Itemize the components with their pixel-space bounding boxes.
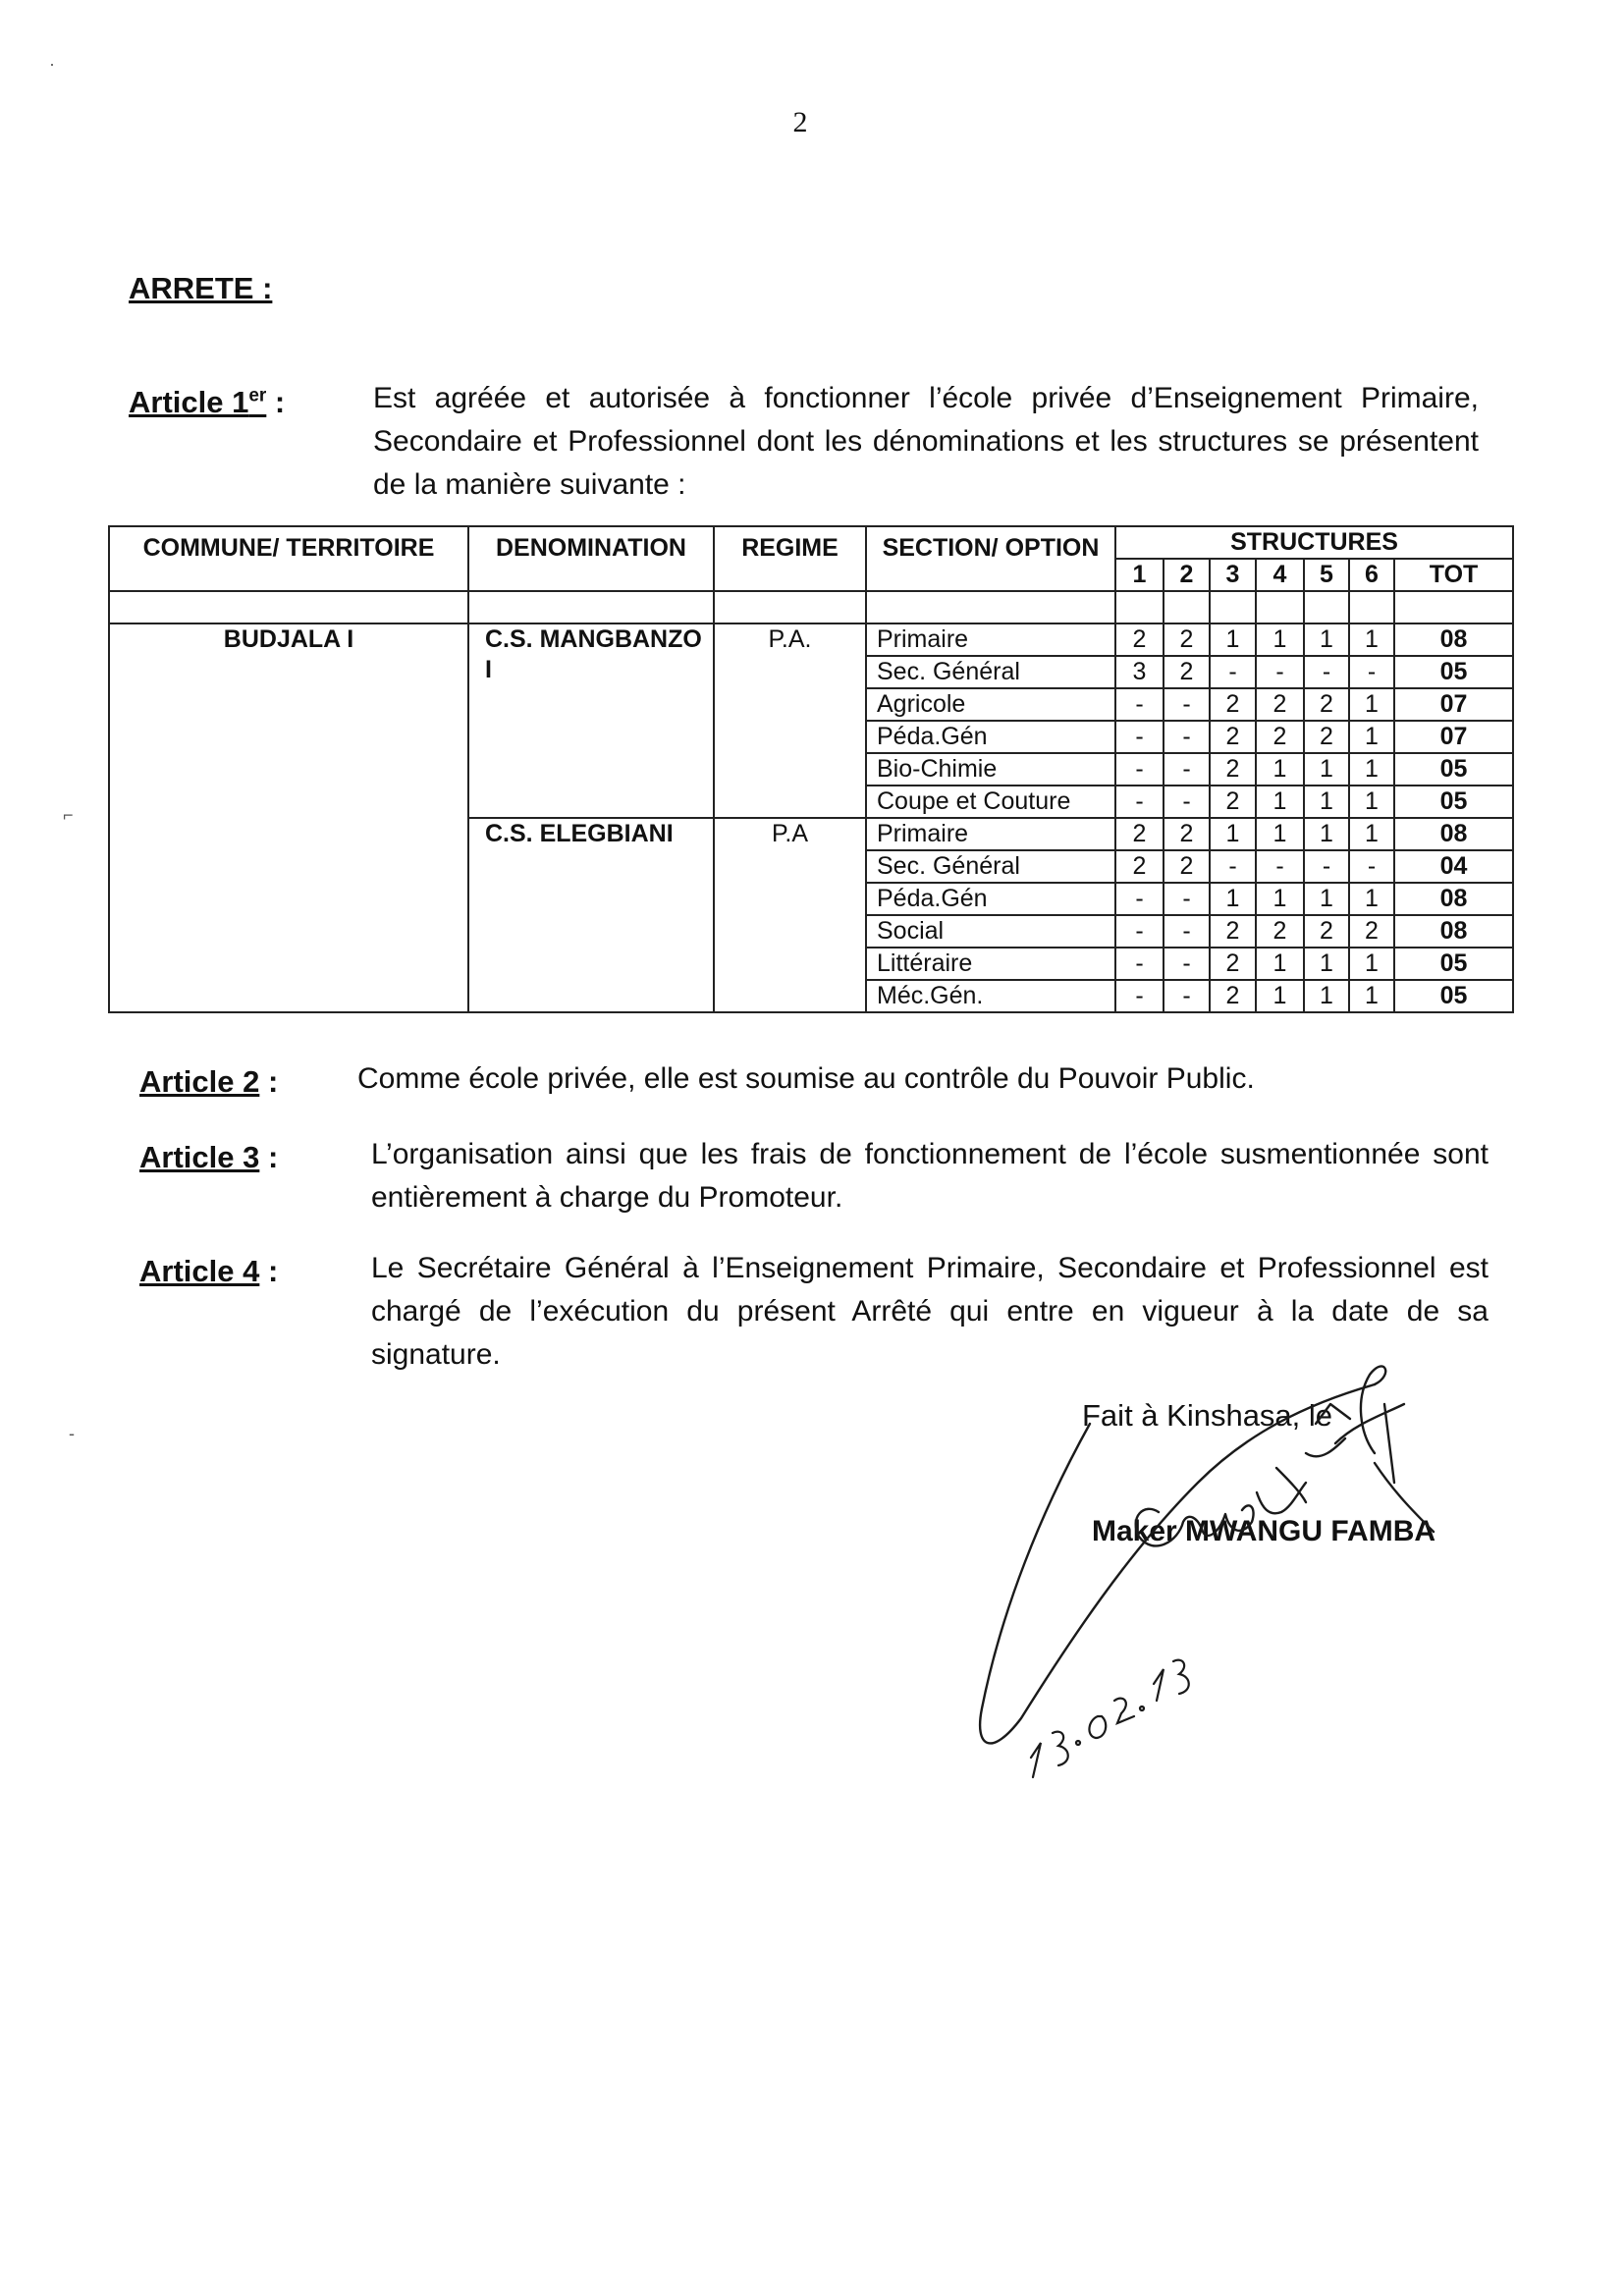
total-cell: 08 (1394, 818, 1513, 850)
total-cell: 08 (1394, 883, 1513, 915)
value-cell: 1 (1349, 721, 1394, 753)
article-4-label: Article 4 : (139, 1254, 279, 1288)
header-col-4: 4 (1256, 559, 1304, 591)
value-cell: 2 (1115, 850, 1164, 883)
value-cell: 2 (1304, 688, 1349, 721)
value-cell: 2 (1164, 818, 1210, 850)
scan-speck: · (49, 54, 55, 74)
value-cell: 1 (1256, 786, 1304, 818)
table-row (109, 623, 1513, 656)
value-cell: - (1349, 656, 1394, 688)
total-cell: 05 (1394, 656, 1513, 688)
value-cell: - (1164, 786, 1210, 818)
value-cell: - (1115, 915, 1164, 948)
option-cell: Sec. Général (866, 656, 1115, 688)
scan-speck: ‐ (69, 1424, 75, 1443)
total-cell: 08 (1394, 915, 1513, 948)
value-cell: 1 (1210, 818, 1256, 850)
value-cell: - (1256, 656, 1304, 688)
value-cell: 1 (1349, 786, 1394, 818)
value-cell: 1 (1210, 623, 1256, 656)
value-cell: - (1256, 850, 1304, 883)
header-section-option: SECTION/ OPTION (866, 526, 1115, 591)
header-denomination: DENOMINATION (468, 526, 714, 591)
value-cell: 2 (1115, 623, 1164, 656)
value-cell: - (1164, 980, 1210, 1012)
value-cell: 2 (1164, 850, 1210, 883)
header-col-3: 3 (1210, 559, 1256, 591)
value-cell: - (1115, 721, 1164, 753)
header-structures: STRUCTURES (1115, 526, 1513, 559)
header-regime: REGIME (714, 526, 866, 591)
header-col-5: 5 (1304, 559, 1349, 591)
value-cell: 1 (1304, 786, 1349, 818)
value-cell: - (1115, 688, 1164, 721)
value-cell: - (1115, 980, 1164, 1012)
commune-cell: BUDJALA I (109, 623, 468, 1012)
value-cell: - (1304, 850, 1349, 883)
option-cell: Agricole (866, 688, 1115, 721)
header-col-2: 2 (1164, 559, 1210, 591)
value-cell: 3 (1115, 656, 1164, 688)
school-name: C.S. MANGBANZO I (468, 623, 714, 818)
value-cell: 1 (1304, 980, 1349, 1012)
total-cell: 05 (1394, 786, 1513, 818)
option-cell: Sec. Général (866, 850, 1115, 883)
total-cell: 05 (1394, 980, 1513, 1012)
value-cell: 1 (1349, 818, 1394, 850)
header-col-tot: TOT (1394, 559, 1513, 591)
value-cell: - (1164, 915, 1210, 948)
value-cell: - (1164, 721, 1210, 753)
total-cell: 05 (1394, 753, 1513, 786)
value-cell: 1 (1304, 883, 1349, 915)
value-cell: 2 (1349, 915, 1394, 948)
structures-table (108, 525, 1514, 1013)
option-cell: Primaire (866, 623, 1115, 656)
value-cell: 2 (1304, 721, 1349, 753)
value-cell: 2 (1164, 656, 1210, 688)
option-cell: Social (866, 915, 1115, 948)
value-cell: 2 (1256, 915, 1304, 948)
total-cell: 08 (1394, 623, 1513, 656)
school-regime: P.A. (714, 623, 866, 818)
value-cell: 1 (1256, 818, 1304, 850)
header-commune: COMMUNE/ TERRITOIRE (109, 526, 468, 591)
value-cell: 1 (1349, 980, 1394, 1012)
decree-heading: ARRETE : (129, 271, 273, 305)
value-cell: 1 (1349, 883, 1394, 915)
option-cell: Péda.Gén (866, 721, 1115, 753)
value-cell: - (1210, 850, 1256, 883)
value-cell: - (1115, 753, 1164, 786)
value-cell: 2 (1210, 915, 1256, 948)
value-cell: 2 (1210, 786, 1256, 818)
value-cell: 2 (1210, 980, 1256, 1012)
option-cell: Coupe et Couture (866, 786, 1115, 818)
article-3-label: Article 3 : (139, 1140, 279, 1174)
article-2-label: Article 2 : (139, 1064, 279, 1099)
value-cell: 2 (1210, 753, 1256, 786)
page-number: 2 (792, 106, 808, 138)
school-regime: P.A (714, 818, 866, 1012)
value-cell: 1 (1256, 980, 1304, 1012)
value-cell: 1 (1304, 753, 1349, 786)
header-col-1: 1 (1115, 559, 1164, 591)
value-cell: 2 (1115, 818, 1164, 850)
school-name: C.S. ELEGBIANI (468, 818, 714, 1012)
value-cell: - (1210, 656, 1256, 688)
value-cell: 1 (1304, 623, 1349, 656)
article-1-label: Article 1er : (129, 385, 286, 419)
value-cell: 1 (1304, 818, 1349, 850)
header-col-6: 6 (1349, 559, 1394, 591)
value-cell: 1 (1304, 948, 1349, 980)
article-4-text: Le Secrétaire Général à l’Enseignement Primaire, Secondaire et Professionnel est chargé de l’exécution du présent Arrêté qui entre en vigueur à la date de sa signature. (371, 1252, 1489, 1371)
total-cell: 04 (1394, 850, 1513, 883)
option-cell: Primaire (866, 818, 1115, 850)
value-cell: 2 (1210, 948, 1256, 980)
value-cell: 2 (1256, 688, 1304, 721)
article-3-text: L’organisation ainsi que les frais de fonctionnement de l’école susmentionnée sont entièrement à charge du Promoteur. (371, 1138, 1489, 1214)
value-cell: 1 (1349, 948, 1394, 980)
value-cell: - (1115, 948, 1164, 980)
value-cell: 2 (1256, 721, 1304, 753)
option-cell: Bio-Chimie (866, 753, 1115, 786)
value-cell: 1 (1349, 688, 1394, 721)
value-cell: 1 (1349, 753, 1394, 786)
header-spacer-row (109, 591, 1513, 623)
signoff-place-date: Fait à Kinshasa, le (1082, 1398, 1333, 1433)
handwritten-signature (962, 1345, 1571, 1816)
option-cell: Littéraire (866, 948, 1115, 980)
value-cell: - (1115, 883, 1164, 915)
option-cell: Méc.Gén. (866, 980, 1115, 1012)
value-cell: 1 (1256, 753, 1304, 786)
value-cell: - (1164, 883, 1210, 915)
value-cell: - (1349, 850, 1394, 883)
total-cell: 07 (1394, 688, 1513, 721)
value-cell: - (1304, 656, 1349, 688)
value-cell: 2 (1164, 623, 1210, 656)
article-2-text: Comme école privée, elle est soumise au contrôle du Pouvoir Public. (357, 1062, 1255, 1095)
article-1-text: Est agréée et autorisée à fonctionner l’école privée d’Enseignement Primaire, Secondaire et Professionnel dont les dénominations et les structures se présentent de la manière suivante : (373, 382, 1479, 501)
value-cell: 1 (1256, 623, 1304, 656)
value-cell: 1 (1256, 883, 1304, 915)
value-cell: 1 (1210, 883, 1256, 915)
value-cell: 1 (1349, 623, 1394, 656)
scan-speck: ⌐ (63, 805, 74, 825)
value-cell: - (1115, 786, 1164, 818)
value-cell: 2 (1304, 915, 1349, 948)
value-cell: 2 (1210, 721, 1256, 753)
signer-name: Maker MWANGU FAMBA (1092, 1515, 1436, 1547)
total-cell: 07 (1394, 721, 1513, 753)
total-cell: 05 (1394, 948, 1513, 980)
option-cell: Péda.Gén (866, 883, 1115, 915)
value-cell: - (1164, 948, 1210, 980)
value-cell: - (1164, 688, 1210, 721)
value-cell: 2 (1210, 688, 1256, 721)
value-cell: - (1164, 753, 1210, 786)
value-cell: 1 (1256, 948, 1304, 980)
